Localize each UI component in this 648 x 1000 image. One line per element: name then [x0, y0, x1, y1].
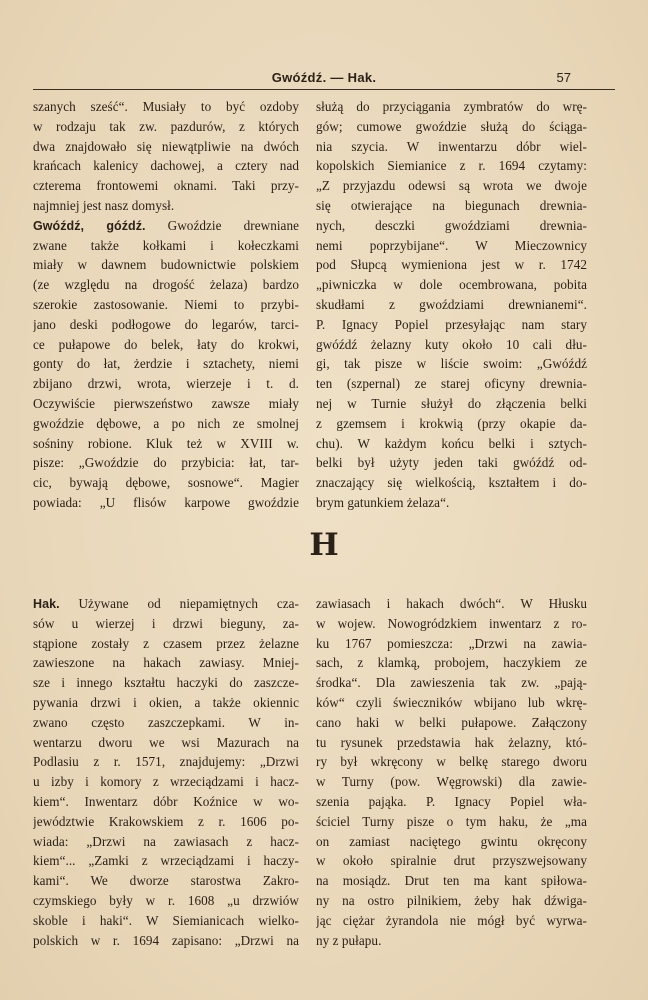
- text-line: w około spiralnie drut przyszwejsowany: [316, 853, 587, 869]
- running-header-title: Gwóźdź. — Hak.: [271, 70, 377, 85]
- text-line: kopolskich Siemianice z r. 1694 czytamy:: [316, 158, 587, 174]
- text-line: ny na ostro pilnikiem, żeby hak dźwiga-: [316, 892, 587, 908]
- entry-heading-hak: Hak.: [33, 597, 60, 611]
- text-line: nia szycia. W inwentarzu dóbr wiel-: [316, 138, 587, 154]
- text-line: chu). W każdym końcu belki i sztych-: [316, 435, 587, 451]
- text-line: skudłami z gwoździami drewnianemi“.: [316, 296, 587, 312]
- text-line: wentarzu dworu we wsi Mazurach na: [33, 734, 299, 750]
- text-line: wiada: „Drzwi na zawiasach z hacz-: [33, 833, 299, 849]
- text-line: środka“. Dla zawieszenia tak zw. „pają-: [316, 675, 587, 691]
- text-line: szanych sześć“. Musiały to być ozdoby: [33, 99, 299, 114]
- text-line: szenia pająka. P. Ignacy Popiel wła-: [316, 793, 587, 809]
- text-line: jąc ciężar żyrandola nie mógł być wyrwa-: [316, 912, 587, 928]
- text-line: miały w dawnem budownictwie polskiem: [33, 257, 299, 273]
- text-line: w wojew. Nowogródzkiem inwentarz z ro-: [316, 615, 587, 631]
- text-line: „Z przyjazdu odewsi są wrota we dwoje: [316, 178, 587, 194]
- text-line: znaczający się wielkością, kształtem i do-: [316, 475, 587, 491]
- text-line: zwane także kołkami i kołeczkami: [33, 237, 299, 253]
- text-line: na mosiądz. Drut ten ma kant spiłowa-: [316, 873, 587, 889]
- text-line: jewództwie Krakowskiem z r. 1606 po-: [33, 813, 299, 829]
- text-line: Oczywiście pierwszeństwo zawsze miały: [33, 395, 299, 411]
- text-line: powiada: „U flisów karpowe gwoździe: [33, 494, 299, 510]
- text-line: sośniny robione. Kluk też w XVIII w.: [33, 435, 299, 451]
- text-line: gwóźdź żelazny kuty około 10 cali dłu-: [316, 336, 587, 352]
- text-line: najmniej jest nasz domysł.: [33, 197, 175, 213]
- text-line: się otwierające na biegunach drewnia-: [316, 197, 587, 213]
- text-line: ce pułapowe do belek, łaty do krokwi,: [33, 336, 299, 352]
- text-line: ków“ czyli świeczników wbijano lub wkrę-: [316, 694, 587, 710]
- text-line: kami“. We dworze starostwa Zakro-: [33, 873, 299, 889]
- text-line: służą do przyciągania zymbratów do wrę-: [316, 99, 587, 114]
- text-line: ny z pułapu.: [316, 932, 382, 948]
- text-line: szerokie zastosowanie. Niemi to przybi-: [33, 296, 299, 312]
- entry-first-line: [33, 594, 299, 614]
- text-line: stąpione zostały z czasem przez żelazne: [33, 635, 299, 651]
- text-line: polskich w r. 1694 zapisano: „Drzwi na: [33, 932, 299, 948]
- text-line: Podlasiu z r. 1571, znajdujemy: „Drzwi: [33, 754, 299, 770]
- text-line: sach, z klamką, probojem, haczykiem ze: [316, 655, 587, 671]
- text-line: cic, bywają dębowe, sosnowe“. Magier: [33, 475, 299, 491]
- text-line: gwoździe dębowe, a po nich ze smolnej: [33, 415, 299, 431]
- entry-heading-gwozdz: Gwóźdź, góźdź.: [33, 218, 146, 233]
- entry-text: Używane od niepamiętnych cza-: [59, 596, 299, 611]
- column-lower-right: [316, 594, 587, 950]
- text-line: w Turny (pow. Węgrowski) dla zawie-: [316, 774, 587, 790]
- text-line: pisze: „Gwoździe do przybicia: łat, tar-: [33, 455, 299, 471]
- text-line: u izby i komory z wrzeciądzami i hacz-: [33, 774, 299, 790]
- text-line: czterema frontowemi oknami. Taki przy-: [33, 178, 299, 194]
- text-line: ku 1767 pomieszcza: „Drzwi na zawia-: [316, 635, 587, 651]
- text-line: belki był użyty jeden taki gwóźdź od-: [316, 455, 587, 471]
- text-line: ry był wkręcony w belkę starego dworu: [316, 754, 587, 770]
- text-line: nej w Turnie służył do złączenia belki: [316, 395, 587, 411]
- text-line: sze i innego kształtu haczyki do zaszcze-: [33, 675, 299, 691]
- text-line: ten (szpernal) ze starej oficyny drewnia-: [316, 376, 587, 392]
- text-line: zawieszone na hakach zawiasy. Mniej-: [33, 655, 299, 671]
- text-line: zawiasach i hakach dwóch“. W Hłusku: [316, 596, 587, 611]
- text-line: ściciel Turny pisze o tym haku, że „ma: [316, 813, 587, 829]
- entry-first-line: [33, 216, 299, 236]
- text-line: tu rysunek przedstawia hak żelazny, któ-: [316, 734, 587, 750]
- text-line: krańcach kalenicy dachowej, a cztery nad: [33, 158, 299, 174]
- column-lower-left: [33, 594, 299, 950]
- text-line: dwa znajdowało się niewątpliwie na dwóch: [33, 138, 299, 154]
- text-line: w rodzaju tak zw. pazdurów, z których: [33, 118, 299, 134]
- page-number: 57: [556, 70, 571, 85]
- text-line: gonty do łat, żerdzie i sztachety, niemi: [33, 356, 299, 372]
- text-line: gów; cumowe gwoździe służą do ściąga-: [316, 118, 587, 134]
- text-line: P. Ignacy Popiel przesyłając nam stary: [316, 316, 587, 332]
- text-line: gi, tak pisze w liście swoim: „Gwóźdź: [316, 356, 587, 372]
- text-line: zwano często zaszczepkami. W in-: [33, 714, 299, 730]
- text-line: czymskiego były w r. 1608 „u drzwiów: [33, 892, 299, 908]
- text-line: kiem“... „Zamki z wrzeciądzami i haczy-: [33, 853, 299, 869]
- text-line: nych, desczki gwoździami drewnia-: [316, 217, 587, 233]
- text-line: cano haki w belki pułapowe. Załączony: [316, 714, 587, 730]
- text-line: nemi poprzybijane“. W Mieczownicy: [316, 237, 587, 253]
- text-line: zbijano drzwi, wrota, wierzeje i t. d.: [33, 376, 299, 392]
- text-line: sów u wierzej i drzwi bieguny, za-: [33, 615, 299, 631]
- entry-text: Gwoździe drewniane: [145, 217, 299, 233]
- text-line: brym gatunkiem żelaza“.: [316, 494, 450, 510]
- text-line: pod Słupcą wymieniona jest w r. 1742: [316, 257, 587, 273]
- text-line: „piwniczka w dole ocembrowana, pobita: [316, 277, 587, 293]
- text-line: jano deski podłogowe do legarów, tarci-: [33, 316, 299, 332]
- section-letter-heading: H: [309, 527, 339, 563]
- text-line: kiem“. Inwentarz dóbr Koźnice w wo-: [33, 793, 299, 809]
- text-line: on zamiast naciętego gwintu okręcony: [316, 833, 587, 849]
- text-line: (ze względu na drogość żelaza) bardzo: [33, 277, 299, 293]
- header-rule: [33, 89, 615, 90]
- column-upper-left: [33, 97, 299, 513]
- text-line: skoble i haki“. W Siemianicach wielko-: [33, 912, 299, 928]
- column-upper-right: [316, 97, 587, 513]
- text-line: z gzemsem i krokwią (przy okapie da-: [316, 415, 587, 431]
- text-line: pywania drzwi i okien, a także okiennic: [33, 694, 299, 710]
